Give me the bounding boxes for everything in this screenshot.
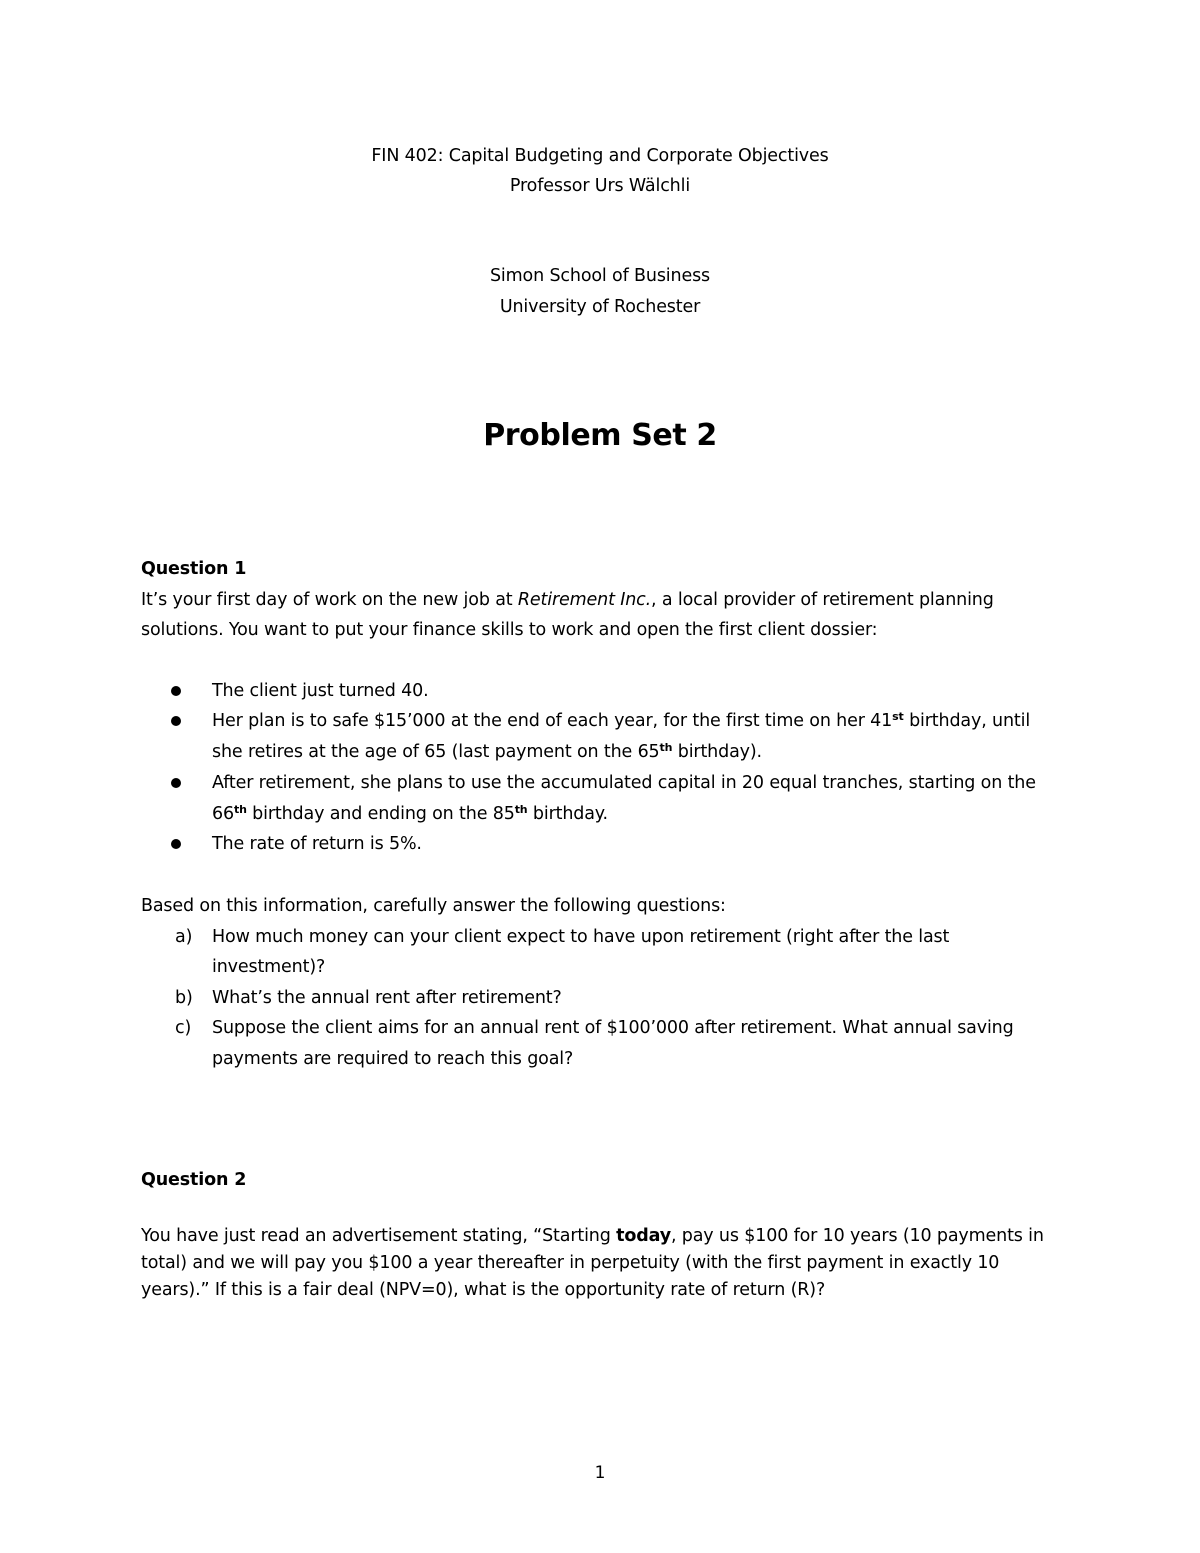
course-title: FIN 402: Capital Budgeting and Corporate Objectives (371, 146, 829, 166)
bullet-item-2-line-1 (212, 709, 1030, 733)
sub-question-a-label: a) (175, 927, 193, 947)
bullet-item-3-line-2 (212, 802, 608, 826)
question-2-heading: Question 2 (141, 1170, 247, 1190)
sub-question-a-line-2: investment)? (212, 957, 326, 977)
school-name: Simon School of Business (489, 266, 711, 286)
company-name: Retirement Inc. (517, 590, 652, 610)
question-1-intro-line-2: solutions. You want to put your finance skills to work and open the first client dossier: (141, 620, 878, 640)
question-2-line-1 (141, 1224, 1044, 1248)
bullet-2-text-a: Her plan is to safe $15’000 at the end of each year, for the first time on her 41 (212, 711, 893, 731)
bullet-icon (171, 686, 181, 696)
q2-text-b: , pay us $100 for 10 years (10 payments in (670, 1226, 1044, 1246)
intro-text-b: , a local provider of retirement planning (651, 590, 994, 610)
bullet-item-2-line-2 (212, 740, 762, 764)
bullet-2-text-b: birthday, until (903, 711, 1031, 731)
university-name: University of Rochester (499, 297, 701, 317)
sub-question-c-line-1: Suppose the client aims for an annual rent of $100’000 after retirement. What annual saving (212, 1018, 1014, 1038)
sub-question-a-line-1: How much money can your client expect to have upon retirement (right after the last (212, 927, 950, 947)
bullet-3-text-b: 66 (212, 804, 234, 824)
ordinal-suffix: st (892, 710, 904, 723)
question-2-line-2: total) and we will pay you $100 a year thereafter in perpetuity (with the first payment in exactly 10 (141, 1253, 1000, 1273)
sub-question-c-label: c) (175, 1018, 192, 1038)
page-number: 1 (594, 1463, 606, 1483)
ordinal-suffix: th (659, 741, 673, 754)
bullet-2-text-d: birthday). (672, 742, 762, 762)
question-1-intro-line-1 (141, 588, 994, 612)
bullet-icon (171, 839, 181, 849)
bullet-2-text-c: she retires at the age of 65 (last payment on the 65 (212, 742, 660, 762)
bullet-item-3-line-1: After retirement, she plans to use the accumulated capital in 20 equal tranches, starting on the (212, 773, 1036, 793)
bullet-3-text-d: birthday. (527, 804, 608, 824)
page-title: Problem Set 2 (483, 418, 717, 453)
professor-name: Professor Urs Wälchli (509, 176, 691, 196)
question-2-line-3: years).” If this is a fair deal (NPV=0), what is the opportunity rate of return (R)? (141, 1280, 826, 1300)
bullet-item-4: The rate of return is 5%. (212, 834, 422, 854)
question-1-heading: Question 1 (141, 559, 247, 579)
sub-question-c-line-2: payments are required to reach this goal? (212, 1049, 574, 1069)
sub-question-b-line-1: What’s the annual rent after retirement? (212, 988, 562, 1008)
question-1-prompt: Based on this information, carefully answer the following questions: (141, 896, 726, 916)
bullet-icon (171, 716, 181, 726)
q2-text-a: You have just read an advertisement stating, “Starting (141, 1226, 617, 1246)
sub-question-b-label: b) (175, 988, 193, 1008)
q2-emphasis: today (616, 1226, 671, 1246)
ordinal-suffix: th (514, 803, 528, 816)
bullet-icon (171, 778, 181, 788)
bullet-3-text-c: birthday and ending on the 85 (246, 804, 515, 824)
bullet-item-1: The client just turned 40. (212, 681, 429, 701)
intro-text-a: It’s your first day of work on the new job at (141, 590, 518, 610)
ordinal-suffix: th (233, 803, 247, 816)
